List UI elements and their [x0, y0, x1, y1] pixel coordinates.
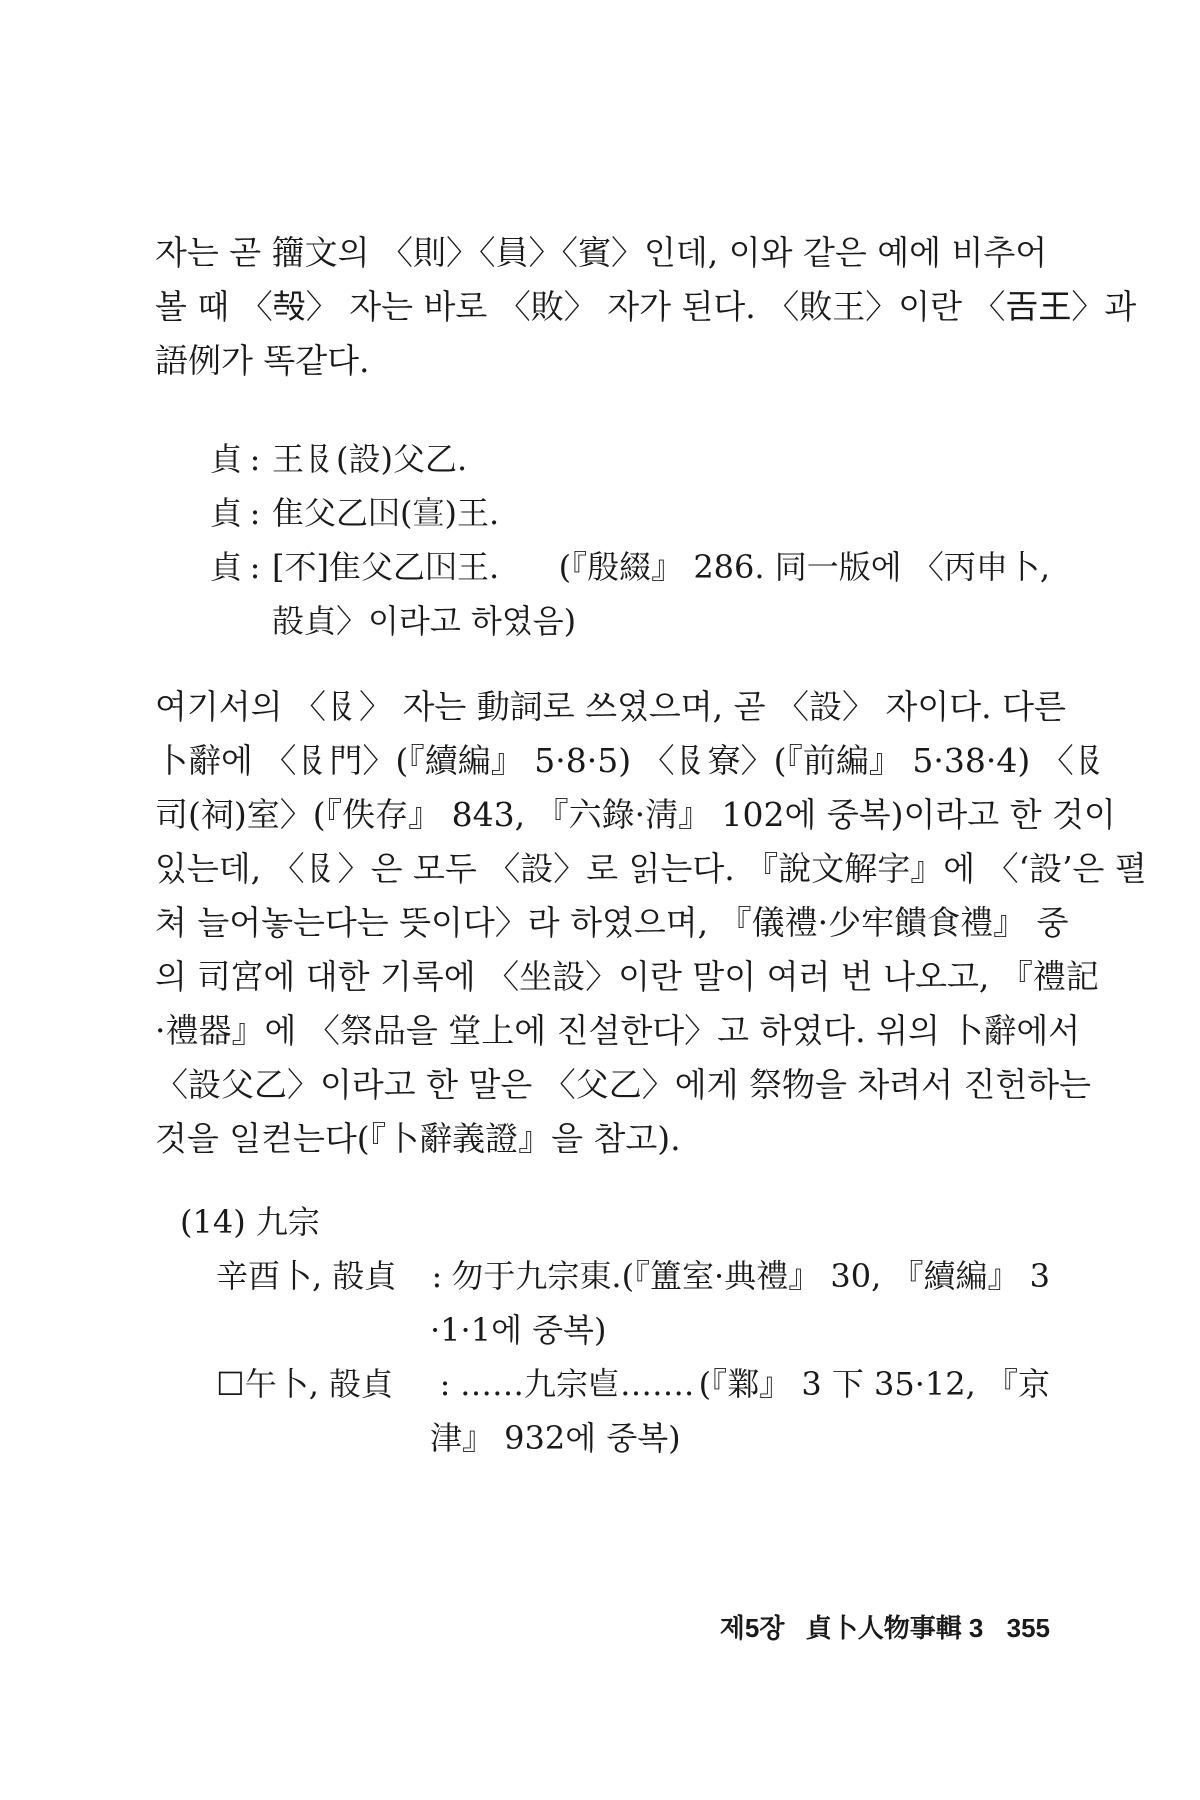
paragraph-line: 卜辭에 〈𠬝門〉(『續編』 5·8·5) 〈𠬝寮〉(『前編』 5·38·4) 〈𠬝	[155, 741, 1107, 780]
quote-row	[210, 540, 1050, 594]
quote-lead: 貞	[210, 548, 243, 586]
entry-citation: (『簠室·典禮』 30, 『續編』 3	[621, 1257, 1050, 1295]
entry-text: ……九宗𠧢…….	[460, 1365, 695, 1403]
paragraph-line: 것을 일컫는다(『卜辭義證』을 참고).	[155, 1119, 681, 1158]
paragraph-2	[155, 680, 1147, 1166]
page-number: 355	[1006, 1613, 1050, 1643]
section-entry	[216, 1357, 1050, 1411]
paragraph-line: 司(祠)室〉(『佚存』 843, 『六錄·淸』 102에 중복)이라고 한 것이	[155, 795, 1116, 834]
entry-colon: :	[431, 1257, 443, 1295]
quote-lead: 貞	[210, 440, 243, 478]
paragraph-line: 볼 때 〈𣪊〉 자는 바로 〈敗〉 자가 된다. 〈敗王〉이란 〈𢀛王〉과	[155, 287, 1137, 326]
paragraph-line: 의 司宮에 대한 기록에 〈坐設〉이란 말이 여러 번 나오고, 『禮記	[155, 957, 1099, 996]
paragraph-line: 쳐 늘어놓는다는 뜻이다〉라 하였으며, 『儀禮·少牢饋食禮』 중	[155, 903, 1069, 942]
section-title: (14) 九宗	[180, 1203, 320, 1241]
quote-row	[210, 486, 1050, 540]
quote-text: [不]隹父乙𡆥王.	[272, 548, 500, 586]
entry-text: 勿于九宗𣐺.	[451, 1257, 622, 1295]
paragraph-line: 여기서의 〈𠬝〉 자는 動詞로 쓰였으며, 곧 〈設〉 자이다. 다른	[155, 687, 1066, 726]
entry-colon: :	[439, 1365, 451, 1403]
paragraph-line: ·禮器』에 〈祭品을 堂上에 진설한다〉고 하였다. 위의 卜辭에서	[155, 1011, 1081, 1050]
section-14	[180, 1195, 1050, 1465]
quote-continuation-text: 㱿貞〉이라고 하였음)	[272, 602, 577, 640]
paragraph-line: 자는 곧 籒文의 〈則〉〈員〉〈賓〉인데, 이와 같은 예에 비추어	[155, 233, 1048, 272]
page-footer	[720, 1608, 1050, 1645]
quote-colon: :	[249, 494, 261, 532]
quote-row	[210, 432, 1050, 486]
entry-citation: (『鄴』 3 下 35·12, 『京	[698, 1365, 1050, 1403]
entry-prefix: ☐午卜, 㱿貞	[216, 1365, 394, 1403]
paragraph-1	[155, 226, 1137, 388]
paragraph-line: 있는데, 〈𠬝〉은 모두 〈設〉로 읽는다. 『說文解字』에 〈‘設’은 펼	[155, 849, 1147, 888]
quote-lead: 貞	[210, 494, 243, 532]
quote-text: 王𠬝(設)父乙.	[272, 440, 468, 478]
footer-chapter: 제5장	[719, 1613, 785, 1643]
quote-text: 隹父乙𡆥(𡪏)王.	[272, 494, 500, 532]
entry-continuation: 津』 932에 중복)	[430, 1419, 681, 1457]
entry-prefix: 辛酉卜, 㱿貞	[216, 1257, 397, 1295]
quote-colon: :	[249, 440, 261, 478]
quote-citation: (『殷綴』 286. 同一版에 〈丙申卜,	[558, 548, 1050, 586]
footer-title: 貞卜人物事輯 3	[805, 1613, 984, 1643]
section-entry	[216, 1249, 1050, 1303]
entry-continuation: ·1·1에 중복)	[430, 1311, 607, 1349]
paragraph-line: 〈設父乙〉이라고 한 말은 〈父乙〉에게 祭物을 차려서 진헌하는	[155, 1065, 1091, 1104]
quote-continuation	[210, 594, 1050, 648]
quote-colon: :	[249, 548, 261, 586]
oracle-quote-block	[210, 432, 1050, 648]
paragraph-line: 語例가 똑같다.	[155, 341, 370, 380]
